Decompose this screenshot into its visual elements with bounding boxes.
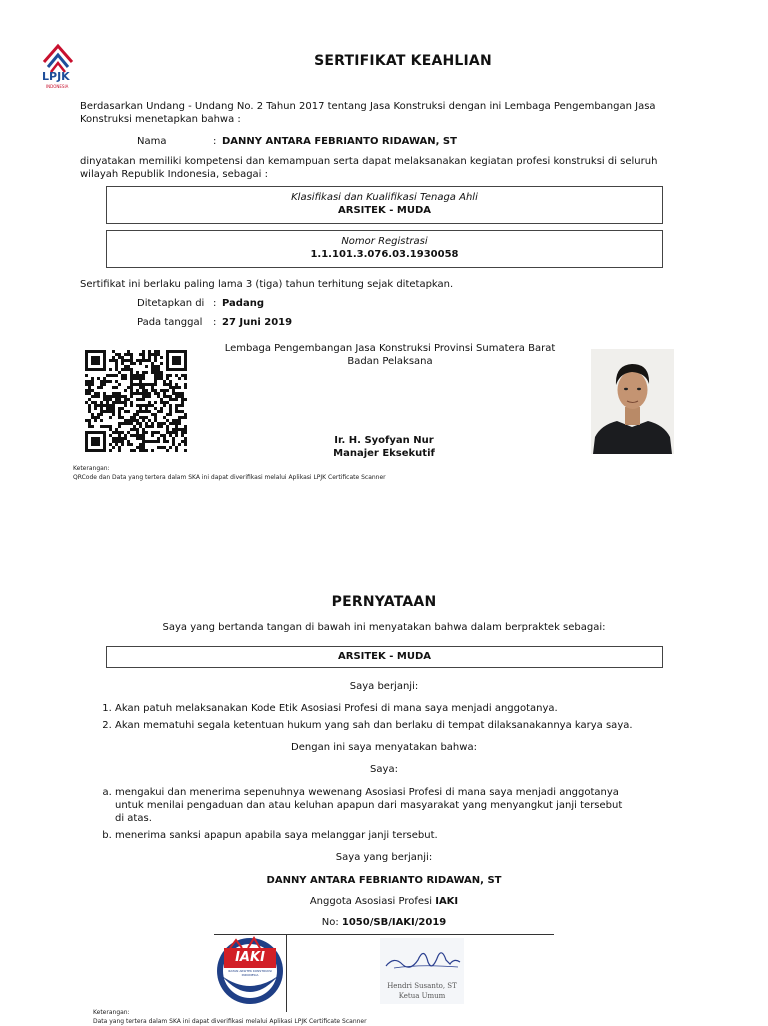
promise-list — [115, 702, 715, 732]
qr-modules — [85, 350, 187, 452]
signer-title: Manajer Eksekutif — [333, 448, 435, 459]
statement-note-text: Data yang tertera dalam SKA ini dapat diverifikasi melalui Aplikasi LPJK Certificate Scanner — [93, 1018, 367, 1025]
lpjk-logo-subtext: INDONESIA — [46, 84, 69, 89]
signoff-text: Saya yang berjanji: — [335, 852, 433, 863]
issuer-line-2: Badan Pelaksana — [347, 356, 433, 367]
declaration-item: a. mengakui dan menerima sepenuhnya wewenang Asosiasi Profesi di mana saya menjadi anggotanya untuk menilai pengaduan dan atau keluhan apapun dari masyarakat yang menyangkut janji tersebut di atas. — [115, 786, 625, 825]
signature-divider — [286, 934, 287, 1012]
statement-note-label: Keterangan: — [93, 1009, 130, 1016]
certificate-title: SERTIFIKAT KEAHLIAN — [314, 53, 492, 69]
member-number: 1050/SB/IAKI/2019 — [341, 917, 447, 928]
classification-value: ARSITEK - MUDA — [338, 205, 431, 216]
registration-box — [106, 230, 663, 268]
chair-title: Ketua Umum — [398, 992, 446, 1000]
certificate-note-text: QRCode dan Data yang tertera dalam SKA ini dapat diverifikasi melalui Aplikasi LPJK Certificate Scanner — [73, 474, 386, 481]
date-label: Pada tanggal — [137, 317, 203, 328]
iaki-logo — [214, 936, 286, 1006]
declaration-list — [115, 786, 625, 842]
set-at-value: Padang — [222, 298, 264, 309]
validity-text: Sertifikat ini berlaku paling lama 3 (tiga) tahun terhitung sejak ditetapkan. — [80, 279, 454, 290]
date-value: 27 Juni 2019 — [222, 317, 293, 328]
member-number-line — [0, 916, 768, 929]
classification-label: Klasifikasi dan Kualifikasi Tenaga Ahli — [291, 192, 478, 203]
issuer-line-1: Lembaga Pengembangan Jasa Konstruksi Provinsi Sumatera Barat — [224, 343, 556, 354]
statement-intro: Saya yang bertanda tangan di bawah ini menyatakan bahwa dalam berpraktek sebagai: — [162, 622, 606, 633]
lpjk-logo-text: LPJK — [42, 70, 70, 83]
promise-item: 2. Akan mematuhi segala ketentuan hukum yang sah dan berlaku di tempat dilaksanakannya karya saya. — [115, 719, 715, 732]
signature-scribble-icon — [380, 938, 464, 978]
classification-box — [106, 186, 663, 224]
certificate-note-label: Keterangan: — [73, 465, 110, 472]
registration-value: 1.1.101.3.076.03.1930058 — [310, 249, 459, 260]
name-label: Nama — [137, 136, 167, 147]
declare-heading: Dengan ini saya menyatakan bahwa: — [291, 742, 477, 753]
name-colon: : — [213, 136, 217, 147]
member-no-prefix: No: — [321, 917, 342, 928]
chair-name: Hendri Susanto, ST — [387, 982, 457, 990]
member-prefix: Anggota Asosiasi Profesi — [309, 896, 436, 907]
member-association — [0, 895, 768, 908]
date-colon: : — [213, 317, 217, 328]
role-box — [106, 646, 663, 668]
statement-title: PERNYATAAN — [331, 594, 437, 610]
competence-text: dinyatakan memiliki kompetensi dan kemampuan serta dapat melaksanakan kegiatan profesi konstruksi di seluruh wilayah Republik Indonesia, sebagai : — [80, 156, 658, 180]
promise-heading: Saya berjanji: — [349, 681, 419, 692]
set-at-colon: : — [213, 298, 217, 309]
iaki-logo-subtext: IKATAN ARSITEK KONSTRUKSI INDONESIA — [227, 969, 273, 977]
qr-code — [85, 350, 187, 452]
qr-code-icon — [85, 350, 187, 452]
member-name: DANNY ANTARA FEBRIANTO RIDAWAN, ST — [266, 875, 502, 886]
person-photo-icon — [591, 349, 674, 454]
promise-item: 1. Akan patuh melaksanakan Kode Etik Asosiasi Profesi di mana saya menjadi anggotanya. — [115, 702, 715, 715]
signer-name: Ir. H. Syofyan Nur — [334, 435, 434, 446]
saya-label: Saya: — [370, 764, 398, 775]
iaki-logo-text: IAKI — [235, 950, 265, 965]
holder-photo — [591, 349, 674, 454]
name-value: DANNY ANTARA FEBRIANTO RIDAWAN, ST — [222, 136, 457, 147]
declaration-item: b. menerima sanksi apapun apabila saya melanggar janji tersebut. — [115, 829, 625, 842]
registration-label: Nomor Registrasi — [341, 236, 428, 247]
set-at-label: Ditetapkan di — [137, 298, 205, 309]
certificate-intro: Berdasarkan Undang - Undang No. 2 Tahun 2017 tentang Jasa Konstruksi dengan ini Lembaga Pengembangan Jasa Konstruksi menetapkan bahwa : — [80, 101, 656, 125]
signature-area-top-rule — [214, 934, 554, 935]
chair-signature — [380, 938, 464, 1004]
role-value: ARSITEK - MUDA — [338, 651, 431, 662]
association-name: IAKI — [435, 896, 459, 907]
